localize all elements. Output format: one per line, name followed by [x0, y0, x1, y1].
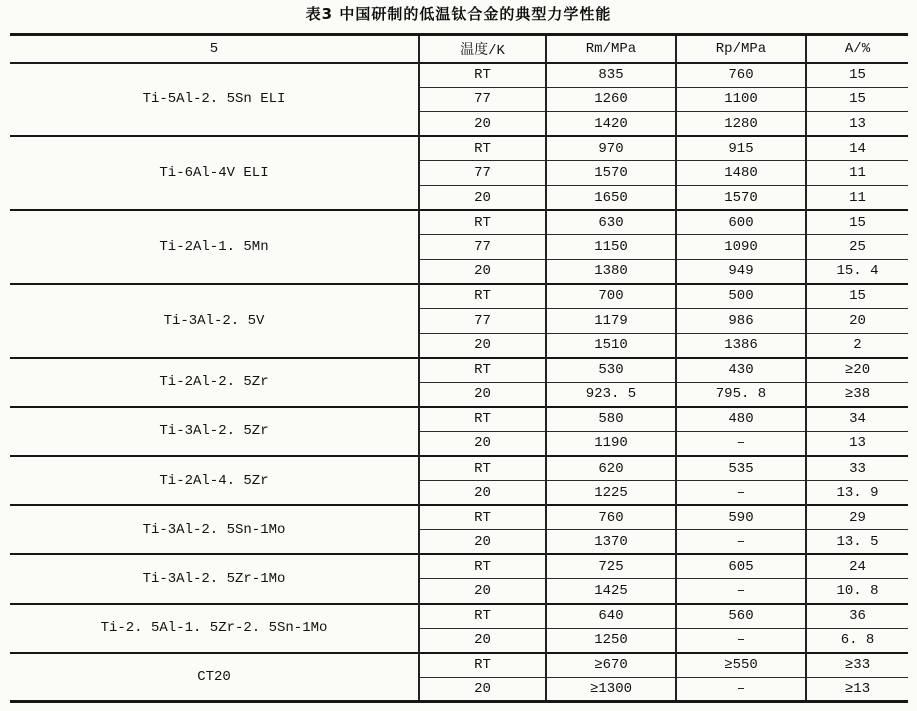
elongation-cell: 13	[806, 112, 908, 137]
rm-cell: 923. 5	[546, 382, 676, 407]
col-header-rm: Rm/MPa	[546, 35, 676, 63]
elongation-cell: ≥13	[806, 677, 908, 702]
rm-cell: 725	[546, 554, 676, 579]
rp-cell: 430	[676, 358, 806, 383]
temperature-cell: 20	[419, 677, 546, 702]
rp-cell: 1570	[676, 185, 806, 210]
rp-cell: –	[676, 628, 806, 653]
rp-cell: –	[676, 481, 806, 506]
rm-cell: 1250	[546, 628, 676, 653]
temperature-cell: 20	[419, 382, 546, 407]
elongation-cell: 13. 5	[806, 530, 908, 555]
elongation-cell: 13. 9	[806, 481, 908, 506]
rp-cell: 795. 8	[676, 382, 806, 407]
rp-cell: 500	[676, 284, 806, 309]
elongation-cell: 11	[806, 161, 908, 186]
rp-cell: –	[676, 530, 806, 555]
alloy-name-cell: Ti-3Al-2. 5Sn-1Mo	[10, 505, 419, 554]
temperature-cell: 20	[419, 579, 546, 604]
elongation-cell: 24	[806, 554, 908, 579]
table-row	[10, 505, 908, 530]
elongation-cell: 15	[806, 210, 908, 235]
temperature-cell: 20	[419, 185, 546, 210]
rp-cell: 1100	[676, 87, 806, 112]
rm-cell: 1190	[546, 431, 676, 456]
alloy-name-cell: Ti-2Al-2. 5Zr	[10, 358, 419, 407]
rm-cell: 640	[546, 604, 676, 629]
elongation-cell: 36	[806, 604, 908, 629]
rp-cell: –	[676, 677, 806, 702]
elongation-cell: 29	[806, 505, 908, 530]
rp-cell: 560	[676, 604, 806, 629]
table-caption: 表3 中国研制的低温钛合金的典型力学性能	[305, 5, 612, 23]
temperature-cell: 20	[419, 530, 546, 555]
elongation-cell: 13	[806, 431, 908, 456]
temperature-cell: 20	[419, 628, 546, 653]
rp-cell: –	[676, 579, 806, 604]
alloy-name-cell: Ti-5Al-2. 5Sn ELI	[10, 63, 419, 137]
rm-cell: ≥670	[546, 653, 676, 678]
rp-cell: 535	[676, 456, 806, 481]
elongation-cell: 11	[806, 185, 908, 210]
table-row	[10, 358, 908, 383]
temperature-cell: RT	[419, 136, 546, 161]
temperature-cell: 20	[419, 333, 546, 358]
header-row	[10, 35, 908, 63]
rp-cell: 605	[676, 554, 806, 579]
col-header-alloy: 5	[10, 35, 419, 63]
elongation-cell: 2	[806, 333, 908, 358]
rp-cell: ≥550	[676, 653, 806, 678]
temperature-cell: RT	[419, 284, 546, 309]
rm-cell: 630	[546, 210, 676, 235]
temperature-cell: 20	[419, 431, 546, 456]
table-row	[10, 63, 908, 88]
rm-cell: ≥1300	[546, 677, 676, 702]
temperature-cell: RT	[419, 554, 546, 579]
rp-cell: 1280	[676, 112, 806, 137]
properties-table	[10, 33, 908, 703]
temperature-cell: RT	[419, 653, 546, 678]
elongation-cell: ≥20	[806, 358, 908, 383]
rm-cell: 530	[546, 358, 676, 383]
rm-cell: 1260	[546, 87, 676, 112]
table-row	[10, 653, 908, 678]
rm-cell: 580	[546, 407, 676, 432]
elongation-cell: 15	[806, 63, 908, 88]
table-row	[10, 554, 908, 579]
rm-cell: 1420	[546, 112, 676, 137]
rp-cell: –	[676, 431, 806, 456]
rm-cell: 1370	[546, 530, 676, 555]
table-row	[10, 604, 908, 629]
rm-cell: 1510	[546, 333, 676, 358]
rm-cell: 620	[546, 456, 676, 481]
alloy-name-cell: Ti-2Al-1. 5Mn	[10, 210, 419, 284]
col-header-rp: Rp/MPa	[676, 35, 806, 63]
temperature-cell: RT	[419, 358, 546, 383]
temperature-cell: RT	[419, 210, 546, 235]
rp-cell: 480	[676, 407, 806, 432]
temperature-cell: RT	[419, 63, 546, 88]
table-row	[10, 284, 908, 309]
rp-cell: 949	[676, 259, 806, 284]
rp-cell: 915	[676, 136, 806, 161]
alloy-name-cell: Ti-3Al-2. 5Zr-1Mo	[10, 554, 419, 603]
elongation-cell: ≥33	[806, 653, 908, 678]
rm-cell: 835	[546, 63, 676, 88]
elongation-cell: 10. 8	[806, 579, 908, 604]
alloy-name-cell: Ti-3Al-2. 5V	[10, 284, 419, 358]
rm-cell: 1225	[546, 481, 676, 506]
elongation-cell: ≥38	[806, 382, 908, 407]
table-row	[10, 210, 908, 235]
rm-cell: 1150	[546, 235, 676, 260]
alloy-name-cell: Ti-6Al-4V ELI	[10, 136, 419, 210]
rp-cell: 986	[676, 308, 806, 333]
rm-cell: 760	[546, 505, 676, 530]
temperature-cell: 77	[419, 308, 546, 333]
rp-cell: 760	[676, 63, 806, 88]
rp-cell: 1386	[676, 333, 806, 358]
elongation-cell: 6. 8	[806, 628, 908, 653]
rm-cell: 1650	[546, 185, 676, 210]
rm-cell: 1570	[546, 161, 676, 186]
rm-cell: 1380	[546, 259, 676, 284]
temperature-cell: RT	[419, 456, 546, 481]
alloy-name-cell: Ti-2. 5Al-1. 5Zr-2. 5Sn-1Mo	[10, 604, 419, 653]
temperature-cell: 20	[419, 259, 546, 284]
elongation-cell: 20	[806, 308, 908, 333]
temperature-cell: RT	[419, 604, 546, 629]
elongation-cell: 33	[806, 456, 908, 481]
alloy-name-cell: Ti-2Al-4. 5Zr	[10, 456, 419, 505]
rp-cell: 1480	[676, 161, 806, 186]
table-row	[10, 407, 908, 432]
temperature-cell: 77	[419, 87, 546, 112]
temperature-cell: RT	[419, 505, 546, 530]
table-body	[10, 63, 908, 702]
alloy-name-cell: Ti-3Al-2. 5Zr	[10, 407, 419, 456]
elongation-cell: 15	[806, 284, 908, 309]
rp-cell: 1090	[676, 235, 806, 260]
table-row	[10, 136, 908, 161]
elongation-cell: 34	[806, 407, 908, 432]
rm-cell: 1425	[546, 579, 676, 604]
rm-cell: 700	[546, 284, 676, 309]
col-header-elongation: A/%	[806, 35, 908, 63]
temperature-cell: 77	[419, 235, 546, 260]
col-header-temperature: 温度/K	[419, 35, 546, 63]
elongation-cell: 15	[806, 87, 908, 112]
rm-cell: 1179	[546, 308, 676, 333]
rp-cell: 590	[676, 505, 806, 530]
rm-cell: 970	[546, 136, 676, 161]
elongation-cell: 15. 4	[806, 259, 908, 284]
elongation-cell: 14	[806, 136, 908, 161]
temperature-cell: RT	[419, 407, 546, 432]
temperature-cell: 77	[419, 161, 546, 186]
alloy-name-cell: CT20	[10, 653, 419, 702]
rp-cell: 600	[676, 210, 806, 235]
table-row	[10, 456, 908, 481]
temperature-cell: 20	[419, 112, 546, 137]
elongation-cell: 25	[806, 235, 908, 260]
temperature-cell: 20	[419, 481, 546, 506]
